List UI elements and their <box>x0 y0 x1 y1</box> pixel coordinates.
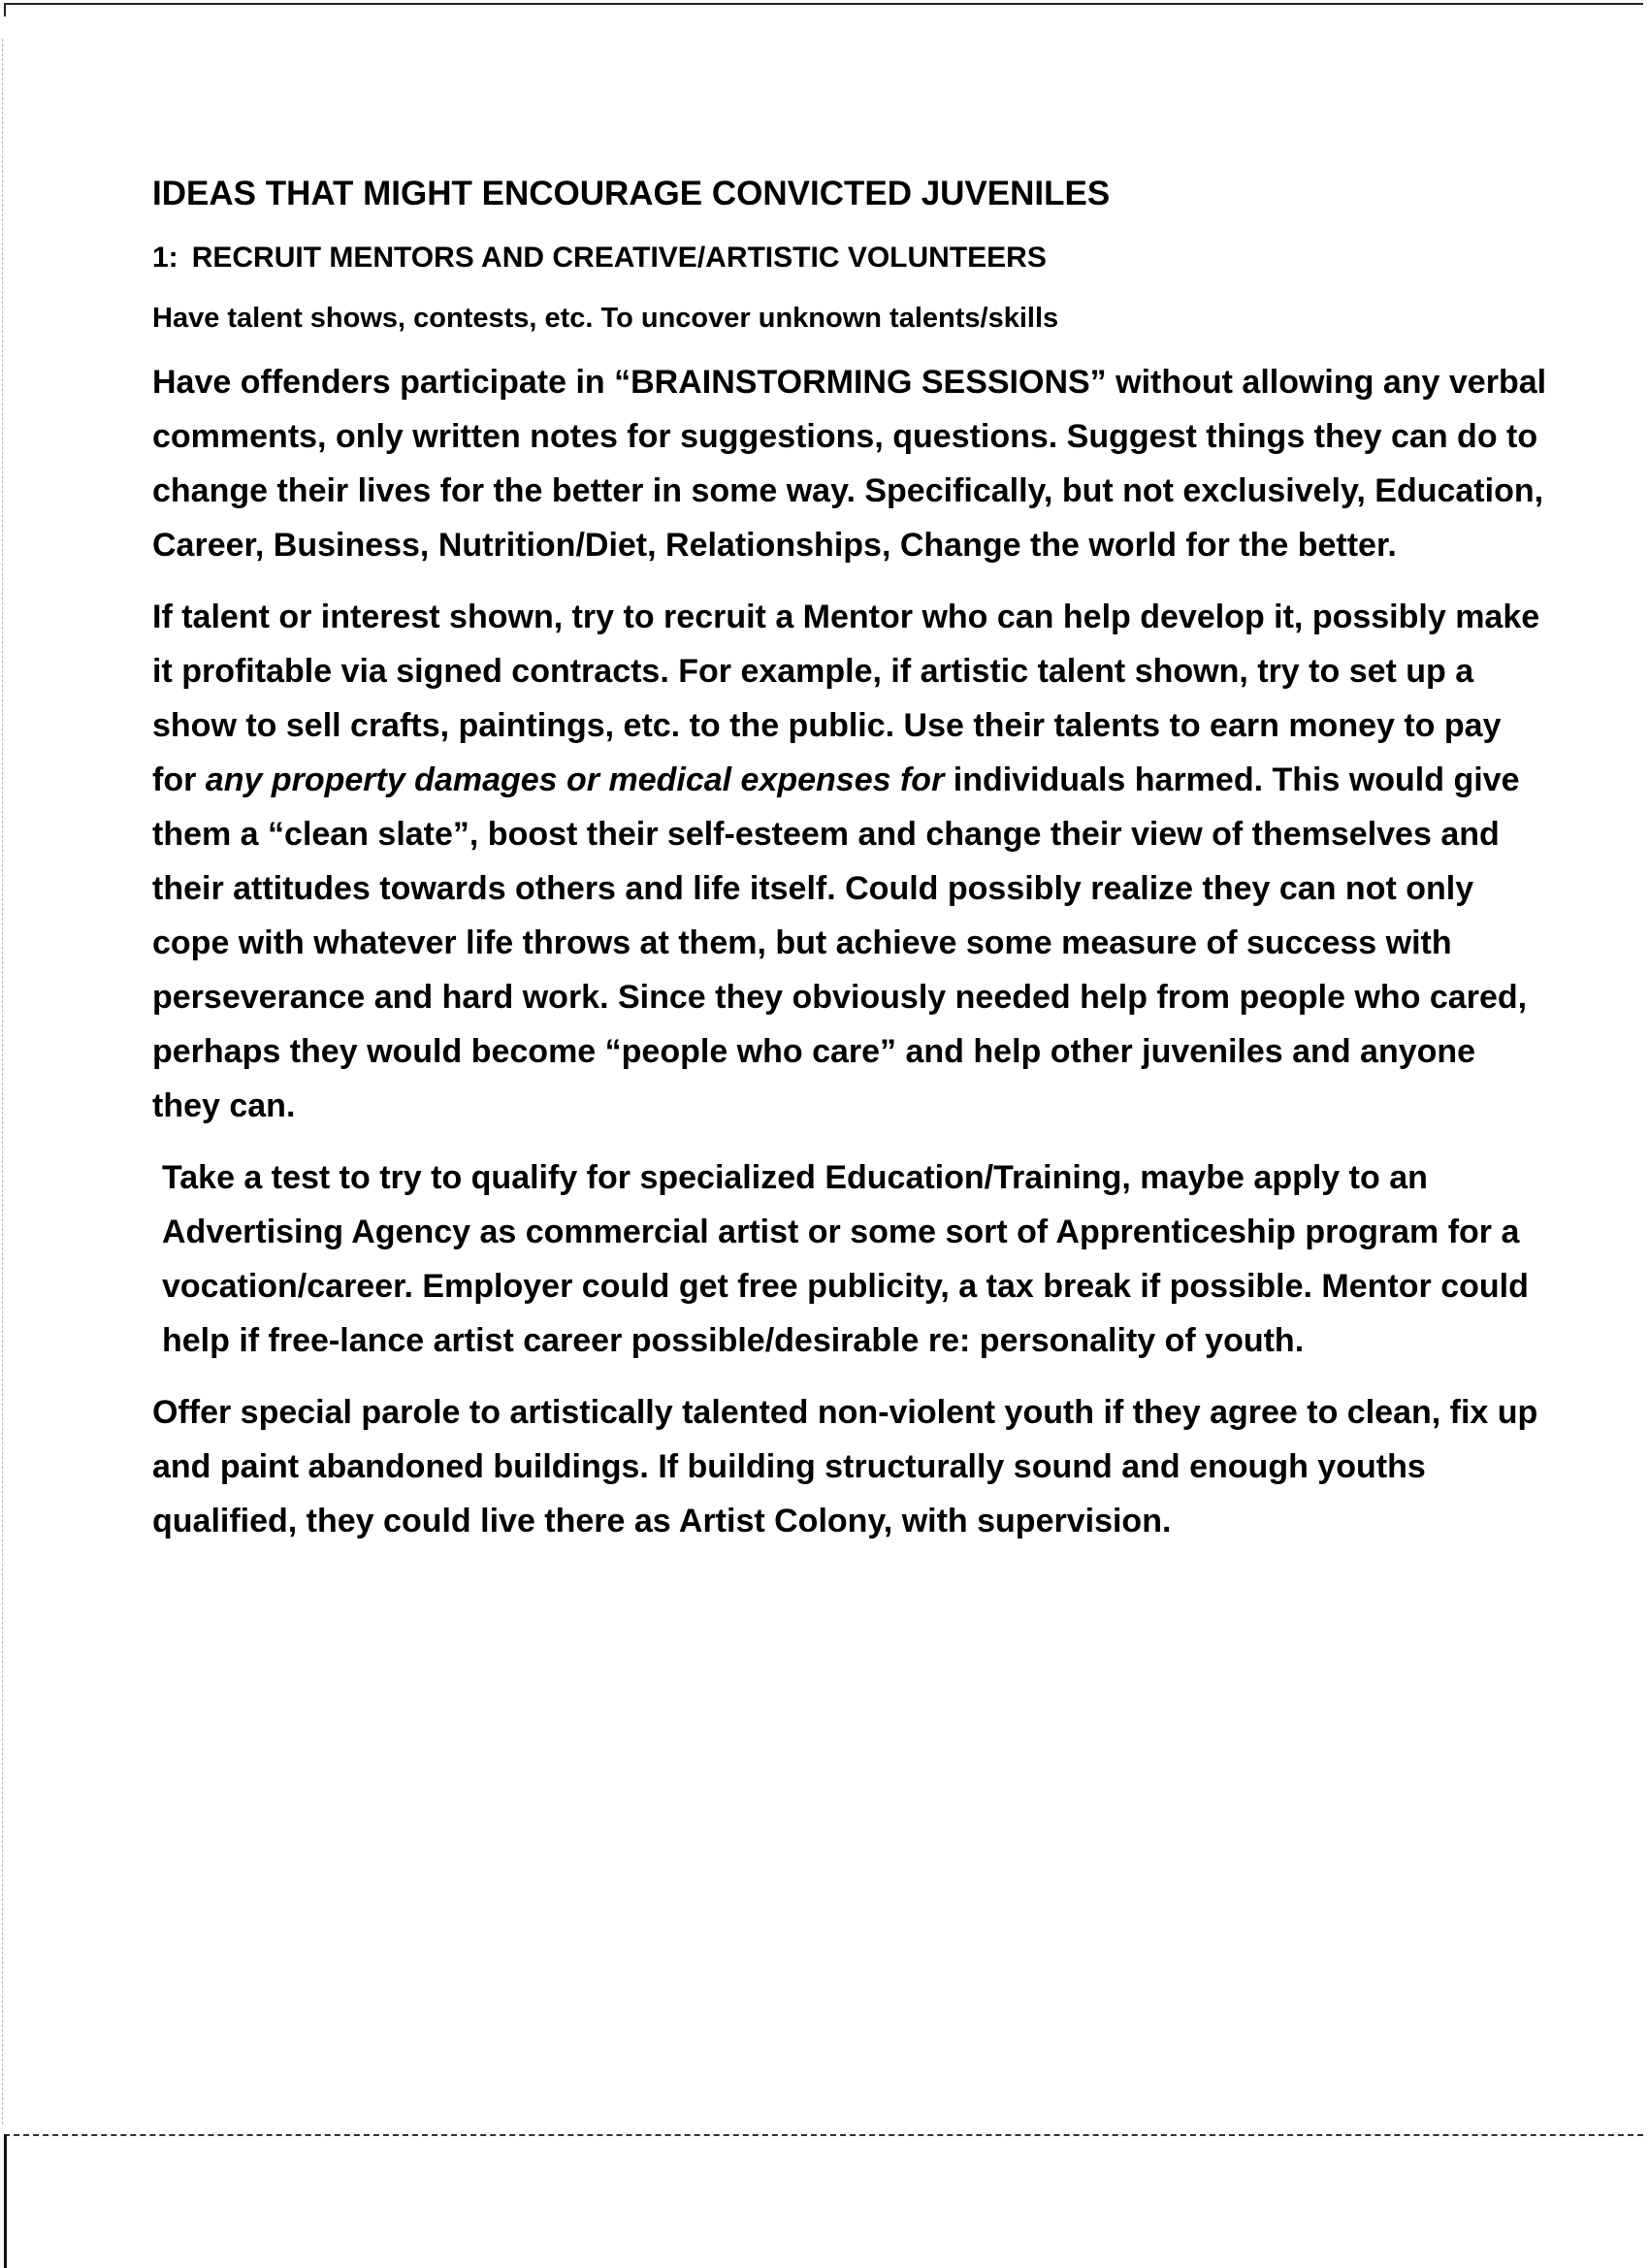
document-title: IDEAS THAT MIGHT ENCOURAGE CONVICTED JUVENILES <box>152 175 1111 212</box>
scan-bottom-border <box>4 2134 1643 2136</box>
paragraph-mentor-part-1: If talent or interest shown, try to recruit a Mentor who can help develop it, possibly make it profitable via signed contracts. For example, if artistic talent shown, try to set up a show to sell crafts, paintings, etc. to the public. Use their talents to earn money to pay for <box>152 599 1540 798</box>
scan-left-edge <box>2 39 3 2124</box>
paragraph-mentor-part-2: individuals harmed. This would give them a “clean slate”, boost their self-esteem and change their view of themselves and their attitudes towards others and life itself. Could possibly realize they can not only cope with whatever life throws at them, but achieve some measure of success with perseverance and hard work. Since they obviously needed help from people who cared, perhaps they would become “people who care” and help other juveniles and anyone they can. <box>152 761 1528 1124</box>
paragraph-brainstorming: Have offenders participate in “BRAINSTORMING SESSIONS” without allowing any verbal comments, only written notes for suggestions, questions. Suggest things they can do to change their lives for the better in some way. Specifically, but not exclusively, Education, Career, Business, Nutrition/Diet, Relationships, Change the world for the better. <box>152 364 1547 564</box>
section-heading-text: RECRUIT MENTORS AND CREATIVE/ARTISTIC VOLUNTEERS <box>191 242 1047 274</box>
paragraph-mentor-italic: any property damages or medical expenses for <box>205 761 945 798</box>
section-number: 1: <box>152 242 178 274</box>
scan-top-border <box>4 3 1643 5</box>
paragraph-special-parole: Offer special parole to artistically talented non-violent youth if they agree to clean, fix up and paint abandoned buildings. If building structurally sound and enough youths qualified, they could live there as Artist Colony, with supervision. <box>152 1394 1538 1539</box>
paragraph-test-training: Take a test to try to qualify for specialized Education/Training, maybe apply to an Advertising Agency as commercial artist or some sort of Apprenticeship program for a vocation/career. Employer could get free publicity, a tax break if possible. Mentor could help if free-lance artist career possible/desirable re: personality of youth. <box>162 1159 1529 1359</box>
section-heading <box>152 239 1549 277</box>
scan-bottom-corner-mark <box>4 2134 7 2268</box>
intro-line: Have talent shows, contests, etc. To uncover unknown talents/skills <box>152 303 1059 334</box>
paragraph-mentor <box>152 590 1549 1133</box>
document-body <box>152 171 1549 1566</box>
scan-top-corner-mark <box>4 3 6 16</box>
